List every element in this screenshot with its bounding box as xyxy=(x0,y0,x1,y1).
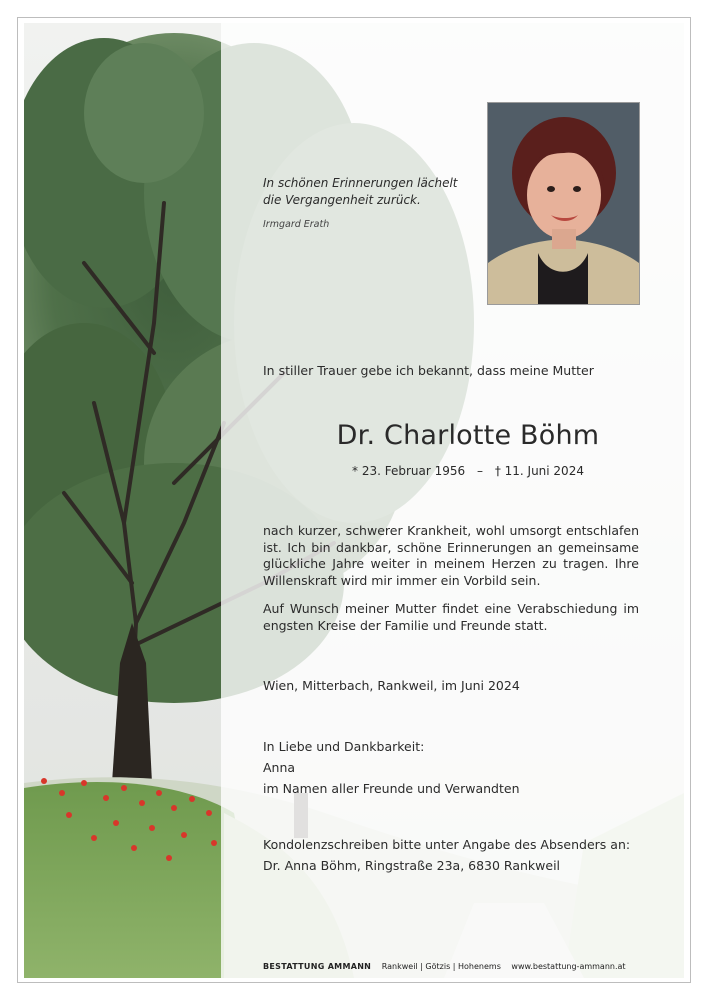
place-and-date: Wien, Mitterbach, Rankweil, im Juni 2024 xyxy=(263,678,520,693)
condolence-block xyxy=(263,834,643,876)
body-paragraph-1: nach kurzer, schwerer Krankheit, wohl umsorgt entschlafen ist. Ich bin dankbar, schöne Erinnerungen an gemeinsame glückliche Jahre weiter in meinem Herzen zu tragen. Ihre Willenskraft wird mir immer ein Vorbild sein. xyxy=(263,523,639,588)
funeral-home-locations: Rankweil | Götzis | Hohenems xyxy=(381,962,501,971)
quote-author: Irmgard Erath xyxy=(263,219,330,230)
body-paragraph-2: Auf Wunsch meiner Mutter findet eine Verabschiedung im engsten Kreise der Familie und Freunde statt. xyxy=(263,601,639,633)
funeral-home-website[interactable]: www.bestattung-ammann.at xyxy=(511,962,626,971)
funeral-home-brand xyxy=(263,962,371,971)
quote-line-1: In schönen Erinnerungen lächelt xyxy=(263,176,458,190)
brand-part-2: AMMANN xyxy=(327,962,372,971)
funeral-home-footer xyxy=(263,962,626,971)
closing-block xyxy=(263,736,643,799)
obituary-card xyxy=(17,17,691,983)
closing-line-1: In Liebe und Dankbarkeit: xyxy=(263,739,425,754)
memorial-quote xyxy=(263,175,643,209)
closing-signature: Anna xyxy=(263,760,296,775)
deceased-name: Dr. Charlotte Böhm xyxy=(336,420,600,451)
date-separator: – xyxy=(476,464,483,478)
closing-line-3: im Namen aller Freunde und Verwandten xyxy=(263,781,520,796)
card-content xyxy=(24,23,684,978)
life-dates xyxy=(263,463,673,479)
condolence-instruction: Kondolenzschreiben bitte unter Angabe des Absenders an: xyxy=(263,837,631,852)
brand-part-1: BESTATTUNG xyxy=(263,962,325,971)
intro-text: In stiller Trauer gebe ich bekannt, dass meine Mutter xyxy=(263,363,594,378)
condolence-address: Dr. Anna Böhm, Ringstraße 23a, 6830 Rankweil xyxy=(263,858,561,873)
quote-line-2: die Vergangenheit zurück. xyxy=(263,193,421,207)
birth-date: * 23. Februar 1956 xyxy=(352,464,466,478)
death-date: † 11. Juni 2024 xyxy=(494,464,584,478)
